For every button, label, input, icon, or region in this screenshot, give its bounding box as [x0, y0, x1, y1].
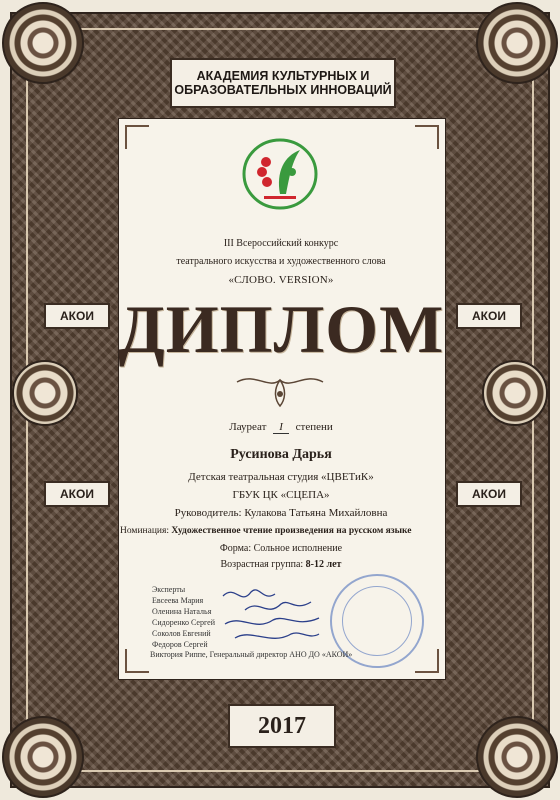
contest-name: «СЛОВО. VERSION» [228, 274, 334, 286]
corner-ornament [125, 125, 149, 149]
academy-name-line2: ОБРАЗОВАТЕЛЬНЫХ ИННОВАЦИЙ [174, 83, 392, 97]
laureate-line [118, 421, 444, 434]
rosette-bottom-left [2, 716, 84, 798]
rosette-middle-right [482, 360, 548, 426]
recipient-organization: ГБУК ЦК «СЦЕПА» [232, 489, 330, 501]
akoi-label: АКОИ [456, 303, 522, 329]
expert-name: Евсеева Мария [152, 596, 204, 605]
nomination-label: Номинация: [120, 526, 170, 536]
rosette-middle-left [12, 360, 78, 426]
laureate-degree: I [273, 421, 289, 434]
laureate-suffix: степени [295, 421, 333, 433]
expert-name: Оленина Наталья [152, 607, 212, 616]
recipient-leader: Руководитель: Кулакова Татьяна Михайловна [174, 507, 388, 519]
corner-ornament [125, 649, 149, 673]
director-signature-line: Виктория Риппе, Генеральный директор АНО ДО «АКОИ» [150, 650, 353, 659]
age-group-line [118, 559, 444, 570]
akoi-logo-icon [240, 132, 320, 212]
performance-form: Форма: Сольное исполнение [219, 543, 343, 554]
contest-line1: III Всероссийский конкурс [223, 238, 339, 249]
experts-heading: Эксперты [152, 585, 186, 594]
ornamental-divider-icon [235, 370, 325, 410]
laureate-prefix: Лауреат [229, 421, 267, 433]
academy-name-line1: АКАДЕМИЯ КУЛЬТУРНЫХ И [196, 69, 370, 83]
akoi-label: АКОИ [456, 481, 522, 507]
diploma-title: ДИПЛОМ [118, 291, 445, 367]
expert-name: Соколов Евгений [152, 629, 211, 638]
contest-line2: театрального искусства и художественного слова [176, 256, 386, 267]
rosette-bottom-right [476, 716, 558, 798]
academy-name [174, 69, 391, 97]
expert-name: Федоров Сергей [152, 640, 208, 649]
rosette-top-left [2, 2, 84, 84]
recipient-studio: Детская театральная студия «ЦВЕТиК» [188, 471, 374, 483]
expert-name: Сидоренко Сергей [152, 618, 215, 627]
academy-name-plate [170, 58, 396, 108]
nomination-line [120, 526, 450, 536]
experts-list [152, 584, 215, 650]
age-group-label: Возрастная группа: [220, 559, 304, 570]
corner-ornament [415, 649, 439, 673]
corner-ornament [415, 125, 439, 149]
akoi-label: АКОИ [44, 303, 110, 329]
year-plate: 2017 [228, 704, 336, 748]
age-group-value: 8-12 лет [305, 559, 342, 570]
recipient-name: Русинова Дарья [230, 447, 332, 462]
handwritten-signatures [215, 584, 325, 654]
akoi-label: АКОИ [44, 481, 110, 507]
rosette-top-right [476, 2, 558, 84]
nomination-value: Художественное чтение произведения на русском языке [171, 526, 412, 536]
